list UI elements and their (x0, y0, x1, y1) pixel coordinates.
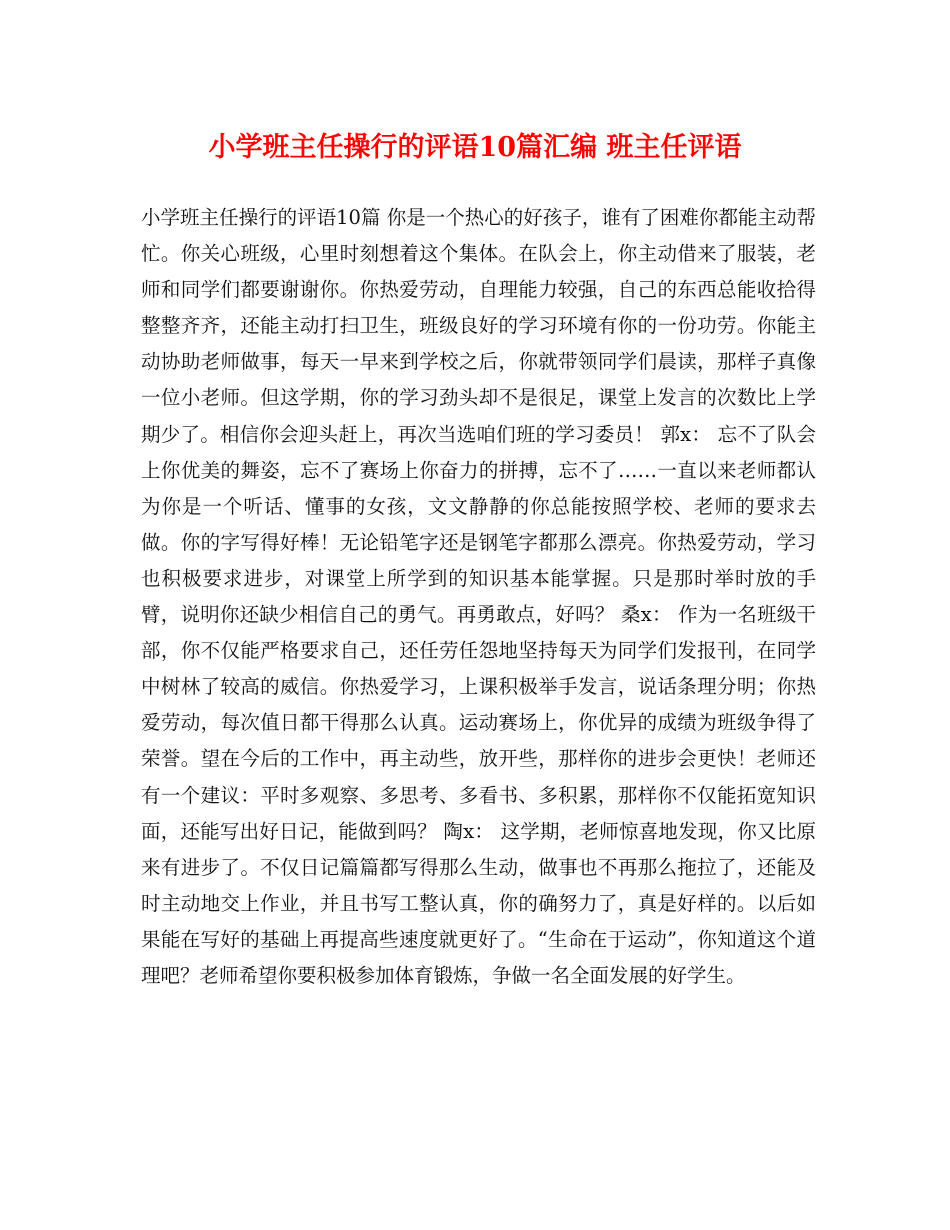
document-body: 小学班主任操行的评语10篇 你是一个热心的好孩子，谁有了困难你都能主动帮忙。你关心班级，心里时刻想着这个集体。在队会上，你主动借来了服装，老师和同学们都要谢谢你。你热爱劳动，自理能力较强，自己的东西总能收拾得整整齐齐，还能主动打扫卫生，班级良好的学习环境有你的一份功劳。你能主动协助老师做事，每天一早来到学校之后，你就带领同学们晨读，那样子真像一位小老师。但这学期，你的学习劲头却不是很足，课堂上发言的次数比上学期少了。相信你会迎头赶上，再次当选咱们班的学习委员！ 郭x： 忘不了队会上你优美的舞姿，忘不了赛场上你奋力的拼搏，忘不了……一直以来老师都认为你是一个听话、懂事的女孩，文文静静的你总能按照学校、老师的要求去做。你的字写得好棒！无论铅笔字还是钢笔字都那么漂亮。你热爱劳动，学习也积极要求进步，对课堂上所学到的知识基本能掌握。只是那时举时放的手臂，说明你还缺少相信自己的勇气。再勇敢点，好吗？ 桑x： 作为一名班级干部，你不仅能严格要求自己，还任劳任怨地坚持每天为同学们发报刊，在同学中树林了较高的威信。你热爱学习，上课积极举手发言，说话条理分明；你热爱劳动，每次值日都干得那么认真。运动赛场上，你优异的成绩为班级争得了荣誉。望在今后的工作中，再主动些，放开些，那样你的进步会更快！老师还有一个建议：平时多观察、多思考、多看书、多积累，那样你不仅能拓宽知识面，还能写出好日记，能做到吗？ 陶x： 这学期，老师惊喜地发现，你又比原来有进步了。不仅日记篇篇都写得那么生动，做事也不再那么拖拉了，还能及时主动地交上作业，并且书写工整认真，你的确努力了，真是好样的。以后如果能在写好的基础上再提高些速度就更好了。“生命在于运动”，你知道这个道理吧？老师希望你要积极参加体育锻炼，争做一名全面发展的好学生。 (141, 206, 816, 987)
document-title: 小学班主任操行的评语10篇汇编 班主任评语 (208, 132, 742, 163)
